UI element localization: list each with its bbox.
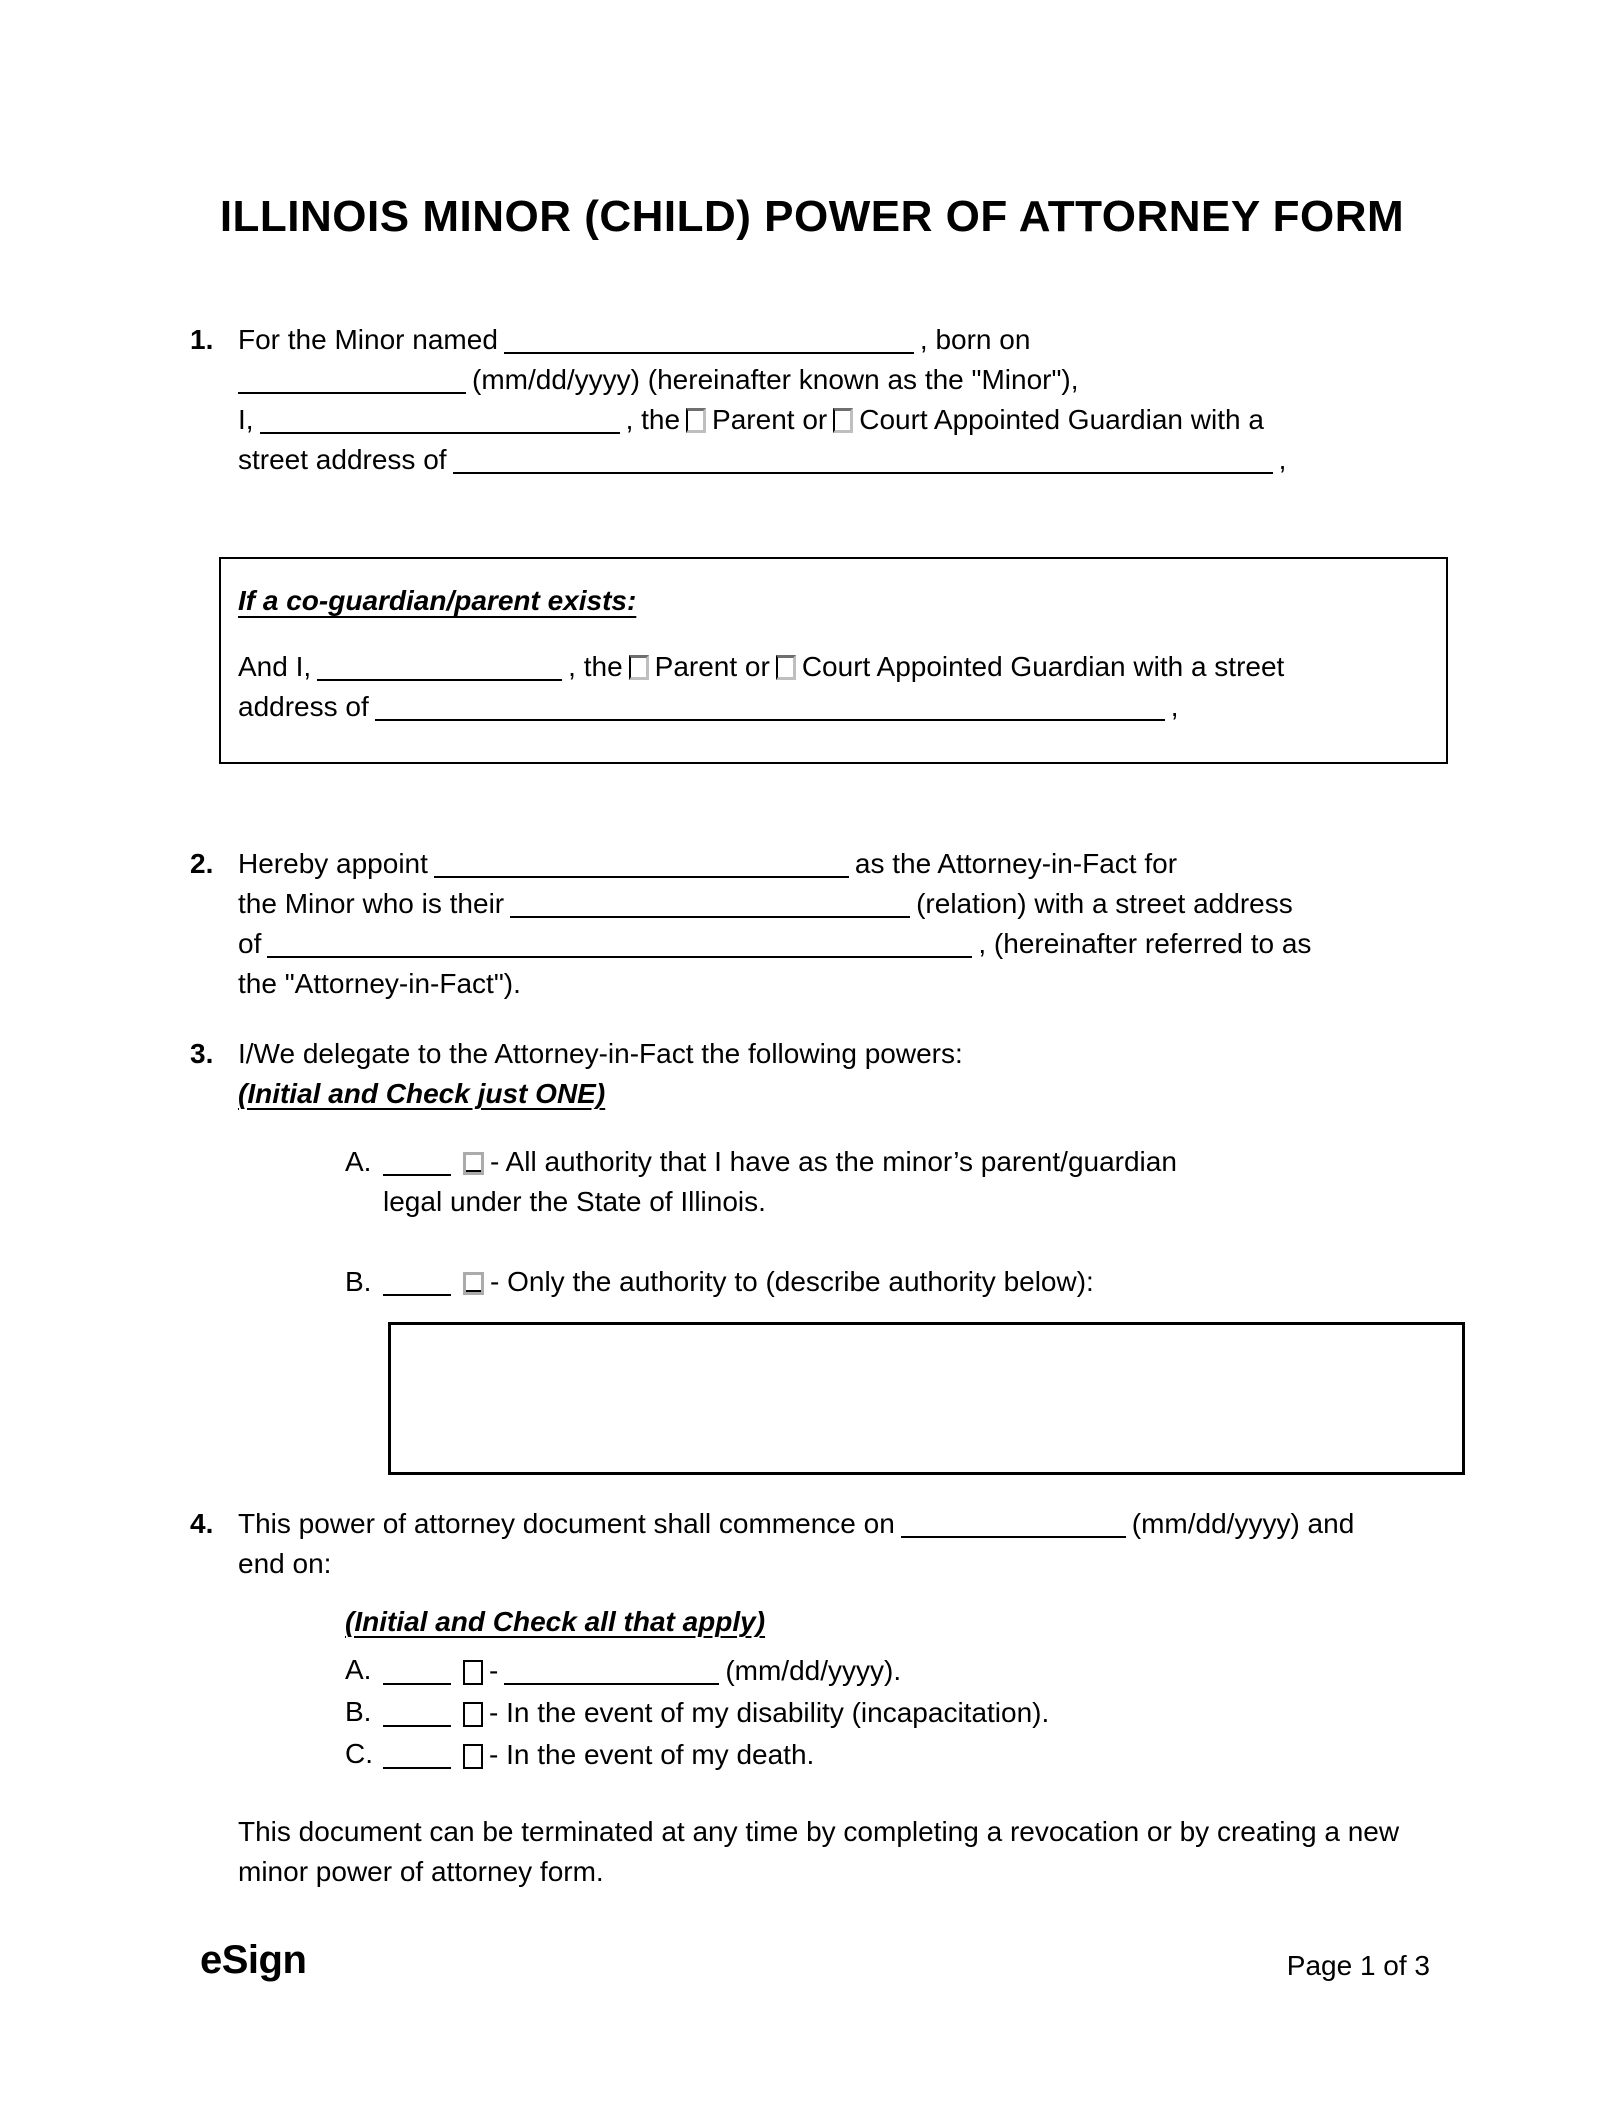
text-born-on: , born on [919, 324, 1031, 355]
option-a-line-1 [383, 1142, 1177, 1182]
text-hereby-appoint: Hereby appoint [238, 848, 428, 879]
text-end-on: end on: [238, 1548, 332, 1579]
co-guardian-line-1 [238, 647, 1430, 687]
section-3-option-a [345, 1142, 1177, 1222]
option-b-line [383, 1262, 1177, 1302]
text-i: I, [238, 404, 254, 435]
text-mmddyyyy: (mm/dd/yyyy). [725, 1655, 902, 1686]
declarant-name-blank[interactable] [260, 406, 620, 434]
option-a-label: A. [345, 1654, 372, 1685]
declarant-street-address-blank[interactable] [453, 446, 1273, 474]
text-and-i: And I, [238, 651, 312, 682]
text-address-of: address of [238, 691, 369, 722]
minor-name-blank[interactable] [504, 326, 914, 354]
text-the: , the [625, 404, 681, 435]
end-option-c-line [383, 1734, 1354, 1776]
esign-logo: eSign [200, 1938, 307, 1982]
text-comma: , [1170, 691, 1179, 722]
section-4-option-b [345, 1692, 1354, 1734]
section-2-number: 2. [190, 848, 214, 879]
commence-date-blank[interactable] [901, 1510, 1126, 1538]
text-parent-or: Parent or [712, 404, 828, 435]
court-appointed-guardian-checkbox[interactable] [833, 408, 853, 433]
text-attorney-in-fact: the "Attorney-in-Fact"). [238, 968, 521, 999]
co-parent-checkbox[interactable] [629, 655, 649, 680]
end-option-a-checkbox[interactable] [463, 1660, 483, 1685]
text-only-the-authority: - Only the authority to (describe authority below): [490, 1266, 1094, 1297]
end-option-a-initials-blank[interactable] [383, 1657, 451, 1685]
minor-birthdate-blank[interactable] [238, 366, 466, 394]
option-c-label: C. [345, 1738, 373, 1769]
text-dash: - [489, 1655, 499, 1686]
instruction-check-just-one: (Initial and Check just ONE) [238, 1078, 606, 1109]
option-b-label: B. [345, 1266, 372, 1297]
option-a-initials-blank[interactable] [383, 1148, 451, 1176]
section-4-line-2 [238, 1544, 1354, 1584]
text-hereinafter-minor: (mm/dd/yyyy) (hereinafter known as the "Minor"), [472, 364, 1079, 395]
end-option-b-checkbox[interactable] [463, 1702, 483, 1727]
co-guardian-box [219, 557, 1448, 764]
section-4-option-a [345, 1650, 1354, 1692]
end-option-c-initials-blank[interactable] [383, 1741, 451, 1769]
section-2-line-2 [238, 884, 1311, 924]
section-4-line-1 [238, 1504, 1354, 1544]
end-option-b-line [383, 1692, 1354, 1734]
option-a-line-2 [383, 1182, 1177, 1222]
text-delegate-powers: I/We delegate to the Attorney-in-Fact the following powers: [238, 1038, 963, 1069]
instruction-check-all-that-apply: (Initial and Check all that apply) [345, 1606, 766, 1637]
text-for-the-minor-named: For the Minor named [238, 324, 498, 355]
text-as-attorney-in-fact: as the Attorney-in-Fact for [854, 848, 1178, 879]
section-1-line-2 [238, 360, 1286, 400]
page-number: Page 1 of 3 [1286, 1950, 1430, 1981]
end-option-c-checkbox[interactable] [463, 1744, 483, 1769]
text-comma: , [1278, 444, 1287, 475]
section-2 [190, 844, 1311, 1004]
option-a-checkbox[interactable] [463, 1152, 484, 1175]
section-2-line-3 [238, 924, 1311, 964]
option-b-label: B. [345, 1696, 372, 1727]
text-all-authority: - All authority that I have as the minor’s parent/guardian [490, 1146, 1177, 1177]
section-1-line-1 [238, 320, 1286, 360]
section-1-number: 1. [190, 324, 214, 355]
text-mmddyyyy-and: (mm/dd/yyyy) and [1131, 1508, 1355, 1539]
section-4-option-c [345, 1734, 1354, 1776]
text-parent-or: Parent or [654, 651, 770, 682]
co-guardian-heading: If a co-guardian/parent exists: [238, 585, 637, 616]
section-4 [190, 1504, 1354, 1776]
section-3-instruction-line [238, 1074, 1177, 1114]
text-relation-street-address: (relation) with a street address [916, 888, 1293, 919]
section-3-option-b [345, 1262, 1177, 1302]
parent-checkbox[interactable] [686, 408, 706, 433]
co-guardian-line-2 [238, 687, 1430, 727]
attorney-in-fact-name-blank[interactable] [434, 850, 849, 878]
attorney-in-fact-address-blank[interactable] [267, 930, 972, 958]
page-title: ILLINOIS MINOR (CHILD) POWER OF ATTORNEY FORM [219, 192, 1405, 241]
end-option-b-initials-blank[interactable] [383, 1699, 451, 1727]
co-court-appointed-guardian-checkbox[interactable] [776, 655, 796, 680]
text-street-address-of: street address of [238, 444, 447, 475]
section-2-line-4 [238, 964, 1311, 1004]
section-4-instruction-line [345, 1602, 1354, 1642]
section-3-intro [238, 1034, 1177, 1074]
section-2-line-1 [238, 844, 1311, 884]
text-the: , the [568, 651, 623, 682]
text-legal-under-illinois: legal under the State of Illinois. [383, 1186, 766, 1217]
co-declarant-name-blank[interactable] [317, 653, 562, 681]
section-1-line-3 [238, 400, 1286, 440]
text-guardian-with-a: Court Appointed Guardian with a [859, 404, 1264, 435]
text-event-of-death: - In the event of my death. [489, 1739, 815, 1770]
section-4-number: 4. [190, 1508, 214, 1539]
co-declarant-street-address-blank[interactable] [375, 693, 1165, 721]
end-option-a-line [383, 1650, 1354, 1692]
option-b-checkbox[interactable] [463, 1272, 484, 1295]
text-guardian-with-a-street: Court Appointed Guardian with a street [801, 651, 1285, 682]
text-hereinafter-referred: , (hereinafter referred to as [978, 928, 1312, 959]
termination-note: This document can be terminated at any time by completing a revocation or by creating a new minor power of attorney form. [238, 1816, 1400, 1887]
text-minor-who-is-their: the Minor who is their [238, 888, 505, 919]
text-event-of-disability: - In the event of my disability (incapacitation). [489, 1697, 1050, 1728]
option-b-initials-blank[interactable] [383, 1268, 451, 1296]
relation-blank[interactable] [510, 890, 910, 918]
end-date-blank[interactable] [504, 1657, 719, 1685]
section-3-number: 3. [190, 1038, 214, 1069]
text-commence-on: This power of attorney document shall commence on [238, 1508, 895, 1539]
section-1-line-4 [238, 440, 1286, 480]
text-of: of [238, 928, 262, 959]
section-1 [190, 320, 1286, 480]
option-a-label: A. [345, 1146, 372, 1177]
authority-description-box[interactable] [388, 1322, 1465, 1475]
section-3 [190, 1034, 1177, 1302]
